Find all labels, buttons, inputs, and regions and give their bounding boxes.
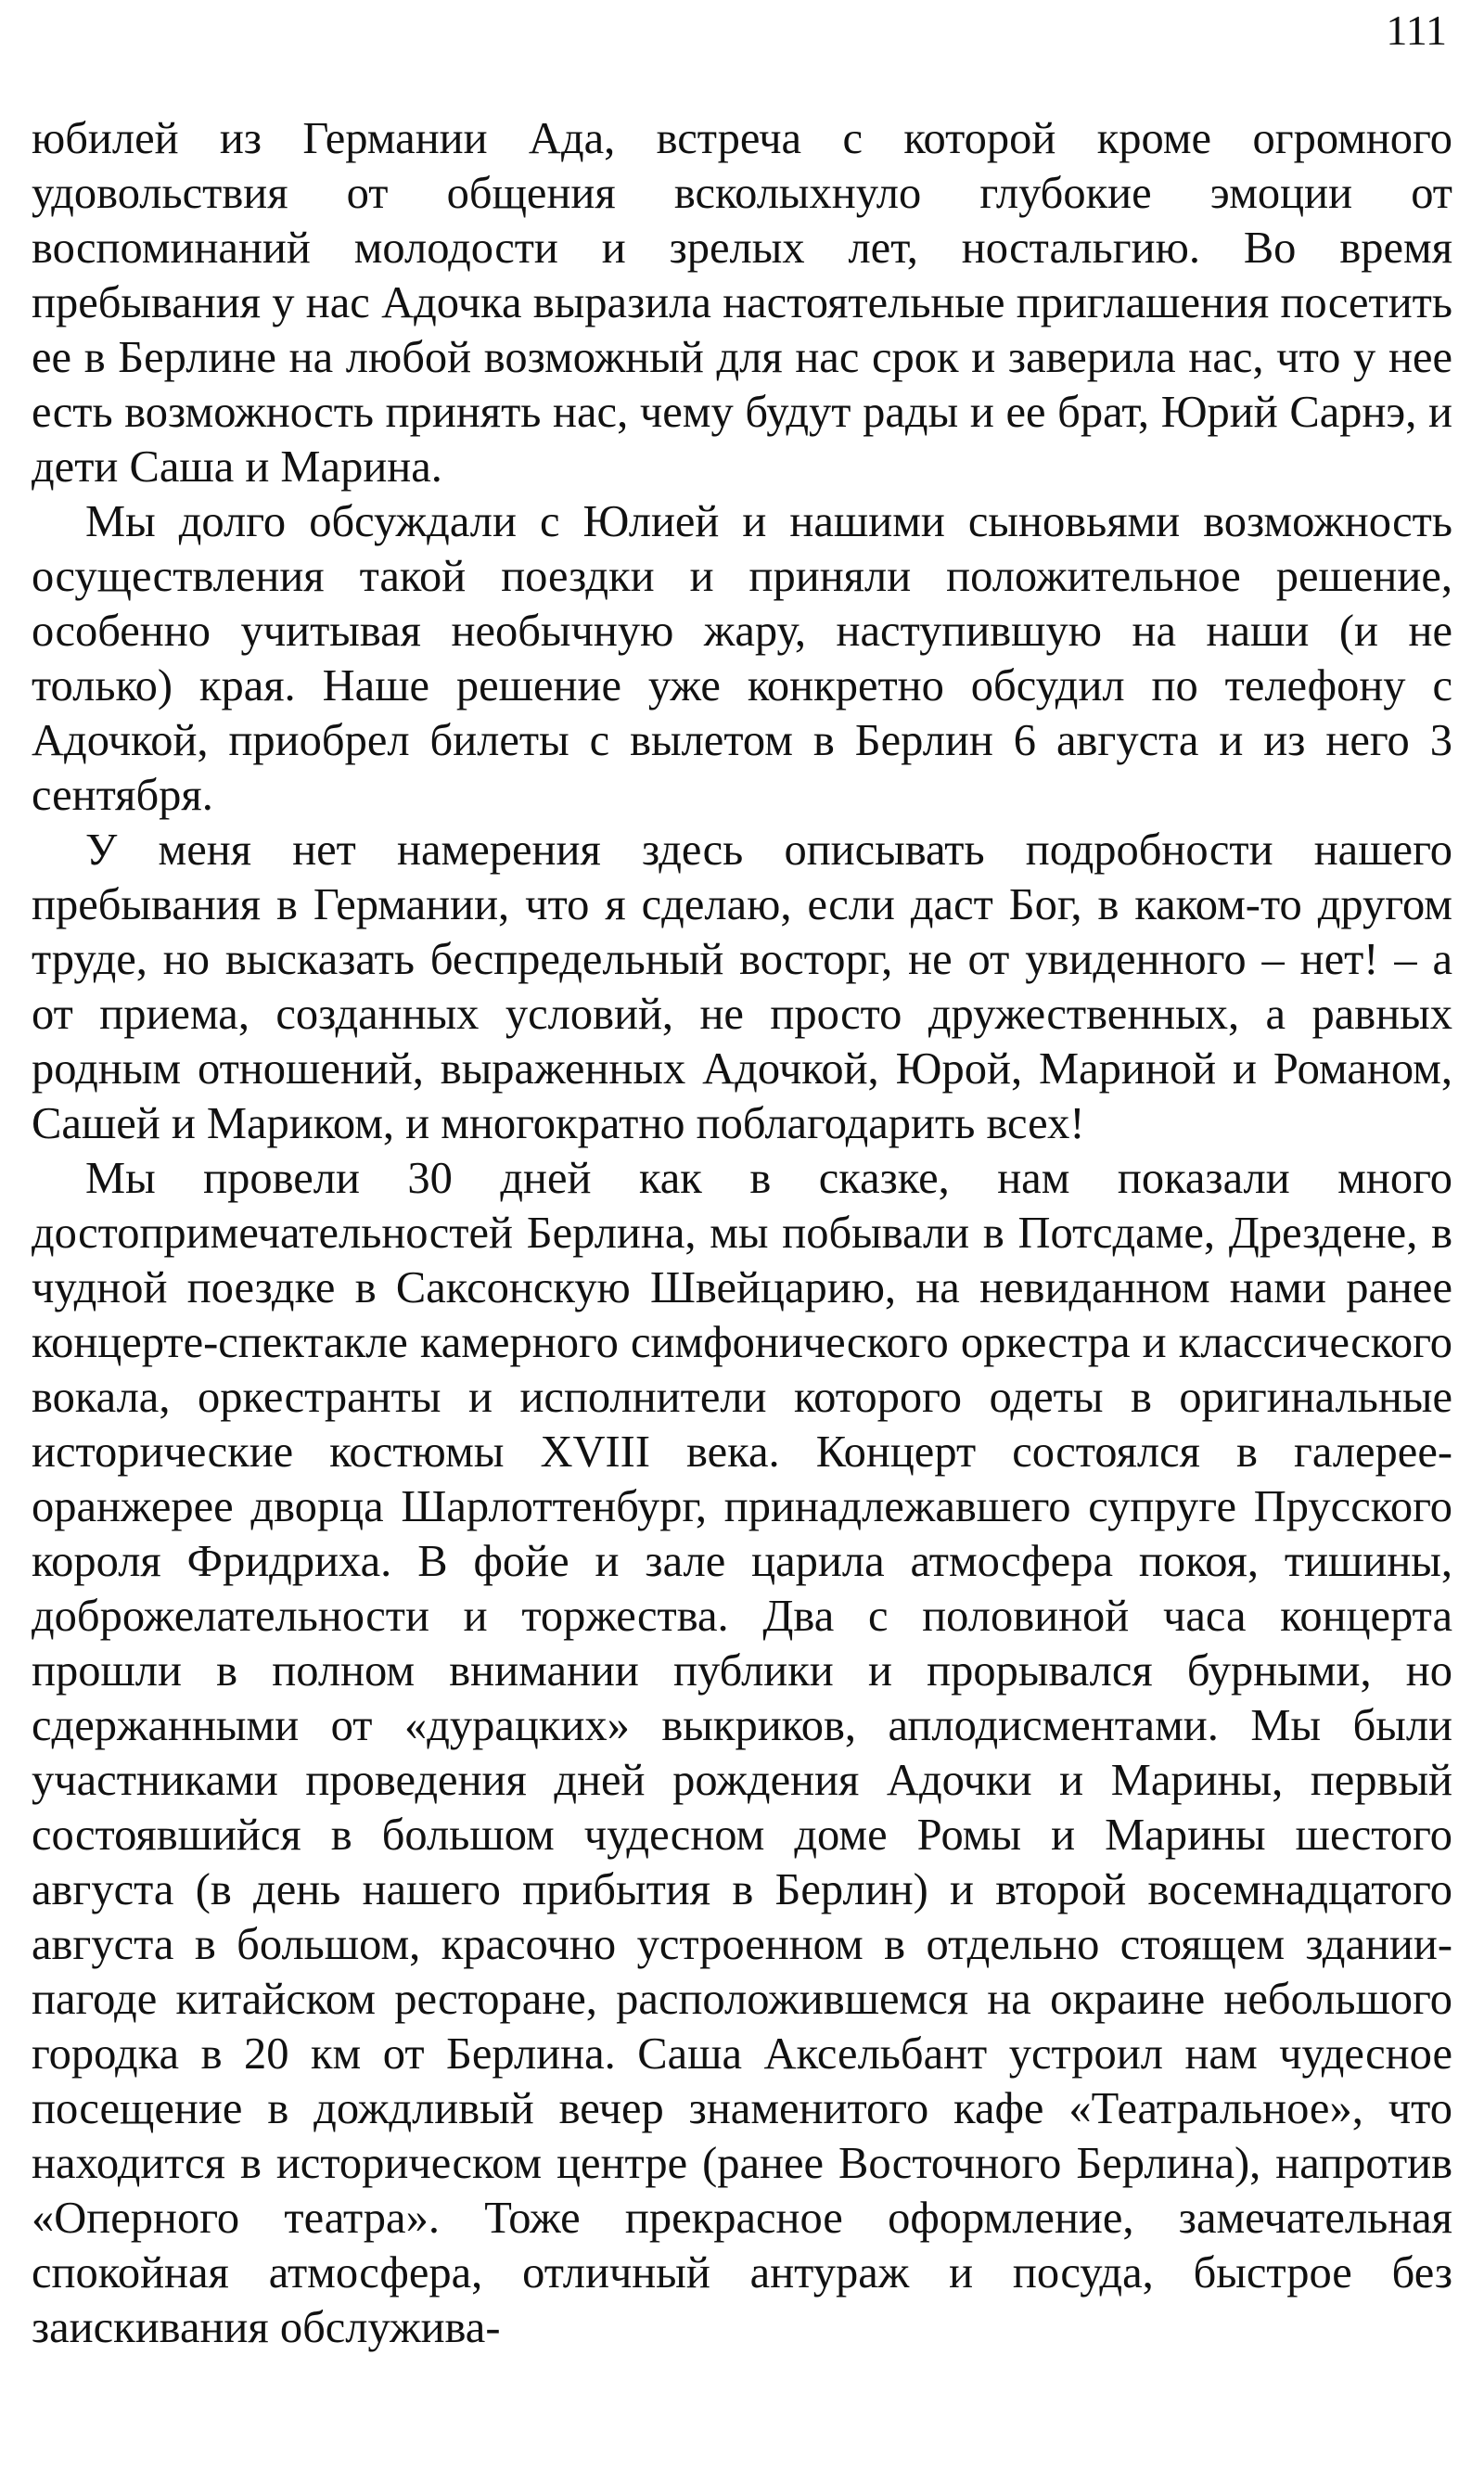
body-text	[32, 111, 1452, 2355]
page-number: 111	[1386, 6, 1447, 54]
paragraph-1: юбилей из Германии Ада, встреча с которой кроме огромного удовольствия от общения всколыхнуло глубокие эмоции от воспоминаний молодости и зрелых лет, ностальгию. Во время пребывания у нас Адочка выразила настоятельные приглашения посетить ее в Берлине на любой возможный для нас срок и заверила нас, что у нее есть возможность принять нас, чему будут рады и ее брат, Юрий Сарнэ, и дети Саша и Марина.	[32, 114, 1452, 492]
paragraph-3: У меня нет намерения здесь описывать подробности нашего пребывания в Германии, что я сделаю, если даст Бог, в каком-то другом труде, но высказать беспредельный восторг, не от увиденного – нет! – а от приема, созданных условий, не просто дружественных, а равных родным отношений, выраженных Адочкой, Юрой, Мариной и Романом, Сашей и Мариком, и многократно поблагодарить всех!	[32, 826, 1452, 1148]
paragraph-4: Мы провели 30 дней как в сказке, нам показали много достопримечательностей Берлина, мы побывали в Потсдаме, Дрездене, в чудной поездке в Саксонскую Швейцарию, на невиданном нами ранее концерте-спектакле камерного симфонического оркестра и классического вокала, оркестранты и исполнители которого одеты в оригинальные исторические костюмы XVIII века. Концерт состоялся в галерее-оранжерее дворца Шарлоттенбург, принадлежавшего супруге Прусского короля Фридриха. В фойе и зале царила атмосфера покоя, тишины, доброжелательности и торжества. Два с половиной часа концерта прошли в полном внимании публики и прорывался бурными, но сдержанными от «дурацких» выкриков, аплодисментами. Мы были участниками проведения дней рождения Адочки и Марины, первый состоявшийся в большом чудесном доме Ромы и Марины шестого августа (в день нашего прибытия в Берлин) и второй восемнадцатого августа в большом, красочно устроенном в отдельно стоящем здании-пагоде китайском ресторане, расположившемся на окраине небольшого городка в 20 км от Берлина. Саша Аксельбант устроил нам чудесное посещение в дождливый вечер знаменитого кафе «Театральное», что находится в историческом центре (ранее Восточного Берлина), напротив «Оперного театра». Тоже прекрасное оформление, замечательная спокойная атмосфера, отличный антураж и посуда, быстрое без заискивания обслужива-	[32, 1154, 1452, 2352]
paragraph-2: Мы долго обсуждали с Юлией и нашими сыновьями возможность осуществления такой поездки и приняли положительное решение, особенно учитывая необычную жару, наступившую на наши (и не только) края. Наше решение уже конкретно обсудил по телефону с Адочкой, приобрел билеты с вылетом в Берлин 6 августа и из него 3 сентября.	[32, 497, 1452, 820]
